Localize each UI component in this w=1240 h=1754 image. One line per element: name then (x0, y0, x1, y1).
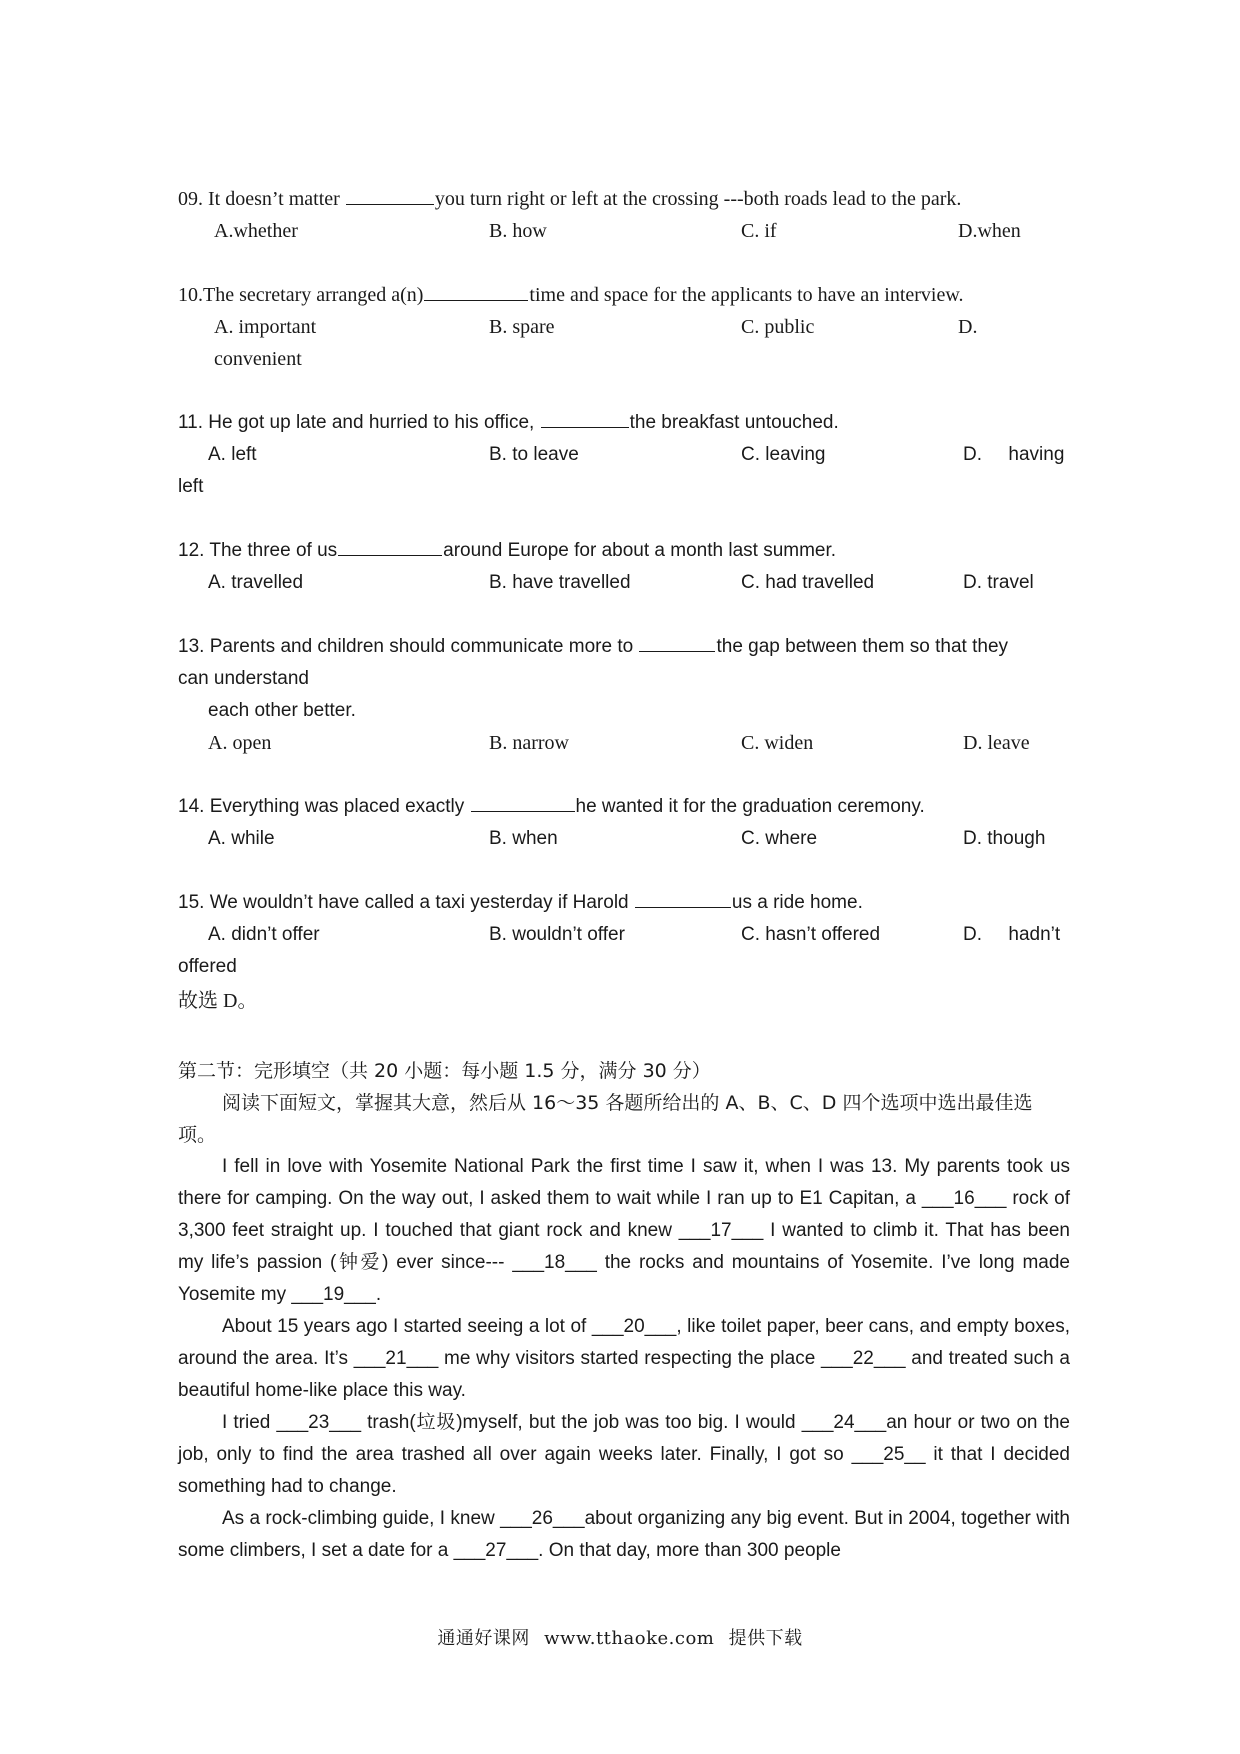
option-d: D. hadn’t (963, 924, 1061, 945)
option-b: B. to leave (489, 444, 579, 465)
question-12 (178, 535, 1070, 599)
stem-text: he wanted it for the graduation ceremony. (575, 796, 925, 817)
options-row (178, 919, 1070, 951)
option-a: A. while (208, 828, 275, 849)
option-b: B. spare (489, 316, 555, 338)
section-heading: 第二节：完形填空（共 20 小题：每小题 1.5 分，满分 30 分） (178, 1060, 711, 1082)
stem-text: 10.The secretary arranged a(n) (178, 284, 424, 306)
option-d: D.when (958, 220, 1021, 242)
question-11 (178, 407, 1070, 503)
option-a: A. travelled (208, 572, 304, 593)
option-b: B. narrow (489, 732, 569, 754)
answer-blank (541, 407, 629, 428)
stem-text: 13. Parents and children should communicate more to (178, 636, 639, 657)
options-row (178, 311, 1070, 343)
option-c: C. if (741, 220, 777, 242)
option-b: B. when (489, 828, 558, 849)
option-a: A. open (208, 732, 272, 754)
answer-blank (338, 535, 442, 556)
options-row (178, 215, 1070, 247)
stem-text: 15. We wouldn’t have called a taxi yesterday if Harold (178, 892, 634, 913)
question-stem (178, 535, 1070, 567)
option-b: B. wouldn’t offer (489, 924, 625, 945)
stem-text: the breakfast untouched. (629, 412, 839, 433)
stem-text: 14. Everything was placed exactly (178, 796, 470, 817)
footer-site-name: 通通好课网 (437, 1628, 530, 1649)
question-stem (178, 791, 1070, 823)
question-stem (178, 183, 1070, 215)
question-15 (178, 887, 1070, 983)
option-d: D. having (963, 444, 1065, 465)
options-row (178, 439, 1070, 471)
passage-paragraph: I tried ___23___ trash(垃圾)myself, but the job was too big. I would ___24___an hour or two on the job, only to find the area trashed all over again weeks later. Finally, I got so ___25__ it that I decided something had to change. (178, 1412, 1070, 1497)
option-d: D. travel (963, 572, 1034, 593)
option-a: A. didn’t offer (208, 924, 320, 945)
stem-text: 09. It doesn’t matter (178, 188, 345, 210)
answer-blank (639, 631, 715, 652)
question-stem (178, 279, 1070, 311)
option-d: D. leave (963, 732, 1030, 754)
stem-text: the gap between them so that they (716, 636, 1009, 657)
question-10 (178, 279, 1070, 375)
answer-blank (424, 280, 528, 301)
footer-suffix: 提供下载 (728, 1628, 803, 1649)
question-stem (178, 631, 1070, 663)
question-stem (178, 407, 1070, 439)
passage-paragraph: As a rock-climbing guide, I knew ___26___about organizing any big event. But in 2004, together with some climbers, I set a date for a ___27___. On that day, more than 300 people (178, 1508, 1070, 1561)
option-c: C. leaving (741, 444, 826, 465)
footer-url[interactable]: www.tthaoke.com (544, 1628, 715, 1649)
passage-paragraph: I fell in love with Yosemite National Park the first time I saw it, when I was 13. My parents took us there for camping. On the way out, I asked them to wait while I ran up to E1 Capitan, a ___16___ rock of 3,300 feet straight up. I touched that giant rock and knew ___17___ I wanted to climb it. That has been my life’s passion (钟爱) ever since--- ___18___ the rocks and mountains of Yosemite. I’ve long made Yosemite my ___19___. (178, 1156, 1070, 1305)
option-d-wrap: offered (178, 956, 237, 977)
option-a: A.whether (214, 220, 298, 242)
option-a: A. important (214, 316, 317, 338)
option-a: A. left (208, 444, 257, 465)
option-c: C. widen (741, 732, 814, 754)
option-d: D. though (963, 828, 1046, 849)
passage-paragraph: About 15 years ago I started seeing a lot of ___20___, like toilet paper, beer cans, and empty boxes, around the area. It’s ___21___ me why visitors started respecting the place ___22___ and treated such a beautiful home-like place this way. (178, 1316, 1070, 1401)
options-row (178, 823, 1070, 855)
option-b: B. how (489, 220, 547, 242)
stem-continuation: can understand (178, 668, 309, 689)
option-b: B. have travelled (489, 572, 631, 593)
option-c: C. public (741, 316, 815, 338)
option-d-wrap: convenient (214, 348, 302, 370)
option-d: D. (958, 316, 978, 338)
stem-text: us a ride home. (731, 892, 863, 913)
option-c: C. had travelled (741, 572, 875, 593)
question-09 (178, 183, 1070, 247)
options-row (178, 567, 1070, 599)
stem-continuation: each other better. (208, 700, 356, 721)
exam-page (178, 183, 1070, 1567)
answer-note: 故选 D。 (178, 990, 258, 1012)
stem-text: 11. He got up late and hurried to his office, (178, 412, 540, 433)
stem-text: around Europe for about a month last summer. (443, 540, 837, 561)
question-13 (178, 631, 1070, 759)
question-stem (178, 887, 1070, 919)
answer-blank (346, 184, 434, 205)
stem-text: time and space for the applicants to have an interview. (529, 284, 964, 306)
option-c: C. where (741, 828, 818, 849)
answer-blank (635, 887, 731, 908)
stem-text: 12. The three of us (178, 540, 338, 561)
option-d-wrap: left (178, 476, 204, 497)
page-footer (0, 1624, 1240, 1650)
option-c: C. hasn’t offered (741, 924, 881, 945)
options-row (178, 727, 1070, 759)
stem-text: you turn right or left at the crossing ---both roads lead to the park. (434, 188, 962, 210)
answer-blank (471, 791, 575, 812)
question-14 (178, 791, 1070, 855)
section-instructions: 阅读下面短文，掌握其大意，然后从 16～35 各题所给出的 A、B、C、D 四个选项中选出最佳选项。 (178, 1092, 1033, 1146)
